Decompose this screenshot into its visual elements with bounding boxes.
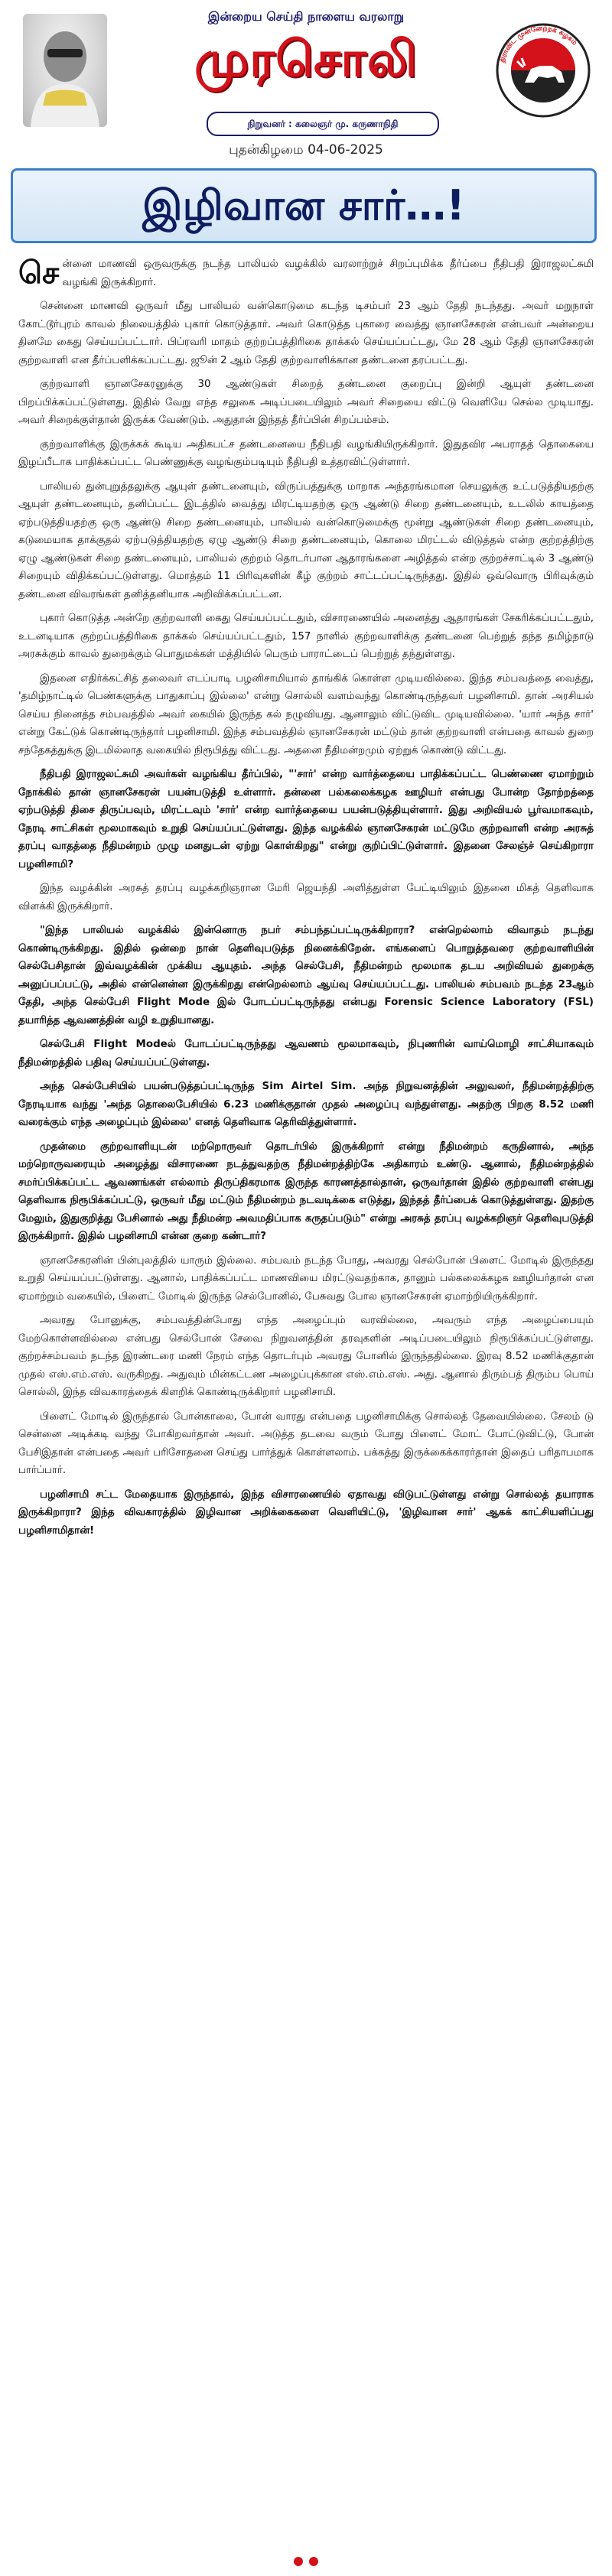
headline: இழிவான சார்…!	[142, 181, 465, 229]
article-paragraph: புகார் கொடுத்த அன்றே குற்றவாளி கைது செய்யப்பட்டதும், விசாரணையில் அனைத்து ஆதாரங்கள் சேகரிக்கப்பட்டதும், உடனடியாக குற்றப்பத்திரிகை தாக்கல் செய்யப்பட்டதும், 157 நாளில் குற்றவாளிக்கு தண்டனை பெற்றுத் தந்த தமிழ்நாடு அரசுக்கும் காவல் துறைக்கும் பொதுமக்கள் மத்தியில் பெரும் பாராட்டைப் பெற்றுத் தந்துள்ளது.	[18, 613, 594, 660]
article-body	[18, 255, 594, 1546]
article-paragraph: சென்னை மாணவி ஒருவருக்கு நடந்த பாலியல் வழக்கில் வரலாற்றுச் சிறப்புமிக்க தீர்ப்பை நீதிபதி இராஜலட்சுமி வழங்கி இருக்கிறார்.	[18, 255, 594, 291]
emblem-ring-text: திராவிட முன்னேற்றக் கழகம்	[499, 24, 578, 64]
article-paragraph: குற்றவாளி ஞானசேகரனுக்கு 30 ஆண்டுகள் சிறைத் தண்டனை குறைப்பு இன்றி ஆயுள் தண்டனை பிறப்பிக்கப்பட்டுள்ளது. இதில் வேறு எந்த சலுகை அடிப்படையிலும் அவர் சிறையை விட்டு வெளியே செல்ல முடியாது. அவர் சிறைக்குள்தான் இருக்க வேண்டும். அதுதான் இந்தத் தீர்ப்பின் சிறப்பம்சம்.	[18, 379, 594, 426]
dateline: புதன்கிழமை 04-06-2025	[229, 142, 383, 158]
party-emblem	[494, 21, 592, 119]
article-paragraph: குற்றவாளிக்கு இருக்கக் கூடிய அதிகபட்ச தண்டனையை நீதிபதி வழங்கியிருக்கிறார். இதுதவிர அபராதத் தொகையை இழப்பீடாக பாதிக்கப்பட்ட பெண்ணுக்கு வழங்கும்படியும் நீதிபதி உத்தரவிட்டுள்ளார்.	[18, 438, 594, 468]
end-dot	[309, 2557, 318, 2566]
article-paragraph: ஞானசேகரனின் பின்புலத்தில் யாரும் இல்லை. சம்பவம் நடந்த போது, அவரது செல்போன் பிளைட் மோடில் இருந்தது உறுதி செய்யப்பட்டுள்ளது. ஆனால், பாதிக்கப்பட்ட மாணவியை மிரட்டுவதற்காக, தானும் பல்கலைக்கழக ஊழியர்தான் என ஏமாற்றும் வகையில், பிளைட் மோடில் இருந்த செல்போனில், பேசுவது போல ஞானசேகரன் ஏமாற்றியிருக்கிறார்.	[18, 1254, 594, 1303]
article-paragraph: பிளைட் மோடில் இருந்தால் போன்காலை, போன் வாரது என்பதை பழனிசாமிக்கு சொல்லத் தேவையில்லை. சேலம் டு சென்னை அடிக்கடி வந்து போகிறவர்தான் அவர். அடுத்த தடவை வரும் போது பிளைட் மோட் போட்டுவிட்டு, போன் பேசிஇதான் என்பதை அவர் பரிசோதனை செய்து பார்த்துக் கொள்ளலாம். பக்கத்து இருக்கைக்காரர்தான் இதைப் பரிதாபமாக பார்ப்பார்.	[18, 1410, 594, 1476]
article-paragraph: அவரது போனுக்கு, சம்பவத்தின்போது எந்த அழைப்பும் வரவில்லை, அவரும் எந்த அழைப்பையும் மேற்கொள்ளவில்லை என்பது செல்போன் சேவை நிறுவனத்தின் தரவுகளின் அடிப்படையிலும் நிரூபிக்கப்பட்டுள்ளது. குற்றச்சம்பவம் நடந்த இரண்டரை மணி நேரம் எந்த தொடர்பும் அவரது போனில் இருந்ததில்லை. இரவு 8.52 மணிக்குதான் முதல் எஸ்.எம்.எஸ். வருகிறது. அதுவும் மின்கட்டண அழைப்புக்கான எஸ்.எம்.எஸ். அது. ஆனால் திரும்பத் திரும்ப பொய் சொல்லி, இந்த விவகாரத்தைக் கிளறிக் கொண்டிருக்கிறார் பழனிசாமி.	[18, 1315, 594, 1398]
masthead	[0, 0, 612, 159]
article-paragraph: சென்னை மாணவி ஒருவர் மீது பாலியல் வன்கொடுமை கடந்த டிசம்பர் 23 ஆம் தேதி நடந்தது. அவர் மறுநாள் கோட்டூர்புரம் காவல் நிலையத்தில் புகார் கொடுத்தார். அவர் கொடுத்த புகாரை வைத்து ஞானசேகரன் என்பவர் அன்றைய தினமே கைது செய்யப்பட்டார். பிப்ரவரி மாதம் குற்றப்பத்திரிகை தாக்கல் செய்யப்பட்டது, மே 28 ஆம் தேதி ஞானசேகரன் குற்றவாளி என தீர்ப்பளிக்கப்பட்டது. ஜூன் 2 ஆம் தேதி குற்றவாளிக்கான தண்டனை தரப்பட்டது.	[18, 301, 594, 366]
article-paragraph: பழனிசாமி சட்ட மேதையாக இருந்தால், இந்த விசாரணையில் ஏதாவது விடுபட்டுள்ளது என்று சொல்லத் தயாராக இருக்கிறாரா? இந்த விவகாரத்தில் இழிவான அறிக்கைகளை வெளியிட்டு, 'இழிவான சார்' ஆகக் காட்சியளிப்பது பழனிசாமிதான்!	[18, 1488, 594, 1537]
article-paragraph: பாலியல் துன்புறுத்தலுக்கு ஆயுள் தண்டனையும், விருப்பத்துக்கு மாறாக அந்தரங்கமான செயலுக்கு உட்படுத்தியதற்கு ஆயுள் தண்டனையும், தனிப்பட்ட இடத்தில் வைத்து மிரட்டியதற்கு ஒரு ஆண்டு சிறை தண்டனையும், உடலில் காயத்தை ஏற்படுத்தியதற்கு ஒரு ஆண்டு சிறை தண்டனையும், பாலியல் வன்கொடுமைக்கு மூன்று ஆண்டுகள் சிறை தண்டனையும், கடுமையாக தாக்குதல் ஏற்படுத்தியதற்கு ஏழு ஆண்டு சிறை தண்டனையும், கொலை மிரட்டல் விடுத்தல் என்ற குற்றத்திற்கு ஏழு ஆண்டுகள் சிறை தண்டனையும், பாலியல் குற்றம் தொடர்பான ஆதாரங்களை அழித்தல் என்ற குற்றச்சாட்டில் 3 ஆண்டு சிறையும் விதிக்கப்பட்டுள்ளது. மொத்தம் 11 பிரிவுகளின் கீழ் குற்றம் சாட்டப்பட்டிருந்தது. இதில் ஒவ்வொரு பிரிவுக்கும் தண்டனை விவரங்கள் தனித்தனியாக அறிவிக்கப்பட்டன.	[18, 480, 594, 600]
article-paragraph: "இந்த பாலியல் வழக்கில் இன்னொரு நபர் சம்பந்தப்பட்டிருக்கிறாரா? என்றெல்லாம் விவாதம் நடந்து கொண்டிருக்கிறது. இதில் ஒன்றை நான் தெளிவுபடுத்த நினைக்கிறேன். எங்களைப் பொறுத்தவரை குற்றவாளியின் செல்பேசிதான் இவ்வழக்கின் முக்கிய ஆயுதம். அந்த செல்பேசி, நீதிமன்றம் மூலமாக தடய அறிவியல் துறைக்கு அனுப்பப்பட்டு, அதில் என்னென்ன இருக்கிறது என்றெல்லாம் ஆய்வு செய்யப்பட்டது. பாலியல் சம்பவம் நடந்த 23ஆம் தேதி, அந்த செல்பேசி Flight Mode இல் போடப்பட்டிருந்தது என்பது Forensic Science Laboratory (FSL) தயாரித்த ஆவணத்தின் வழி உறுதியானது.	[18, 925, 594, 1026]
end-marker	[0, 2555, 612, 2569]
end-dot	[294, 2557, 303, 2566]
headline-box	[11, 168, 597, 243]
article-paragraph: செல்பேசி Flight Modeல் போடப்பட்டிருந்தது ஆவணம் மூலமாகவும், நிபுணரின் வாய்மொழி சாட்சியாகவும் நீதிமன்றத்தில் பதிவு செய்யப்பட்டுள்ளது.	[18, 1039, 594, 1068]
article-paragraph: இந்த வழக்கின் அரசுத் தரப்பு வழக்கறிஞரான மேரி ஜெயந்தி அளித்துள்ள பேட்டியிலும் இதனை மிகத் தெளிவாக விளக்கி இருக்கிறார்.	[18, 883, 594, 912]
founder-line: நிறுவனர் : கலைஞர் மு. கருணாநிதி	[207, 112, 439, 136]
masthead-tagline: இன்றைய செய்தி நாளைய வரலாறு	[207, 9, 405, 24]
article-paragraph: முதன்மை குற்றவாளியுடன் மற்றொருவர் தொடர்பில் இருக்கிறார் என்று நீதிமன்றம் கருதினால், அந்த மற்றொருவரையும் அழைத்து விசாரணை நடத்துவதற்கு நீதிமன்றத்திற்கே அதிகாரம் உண்டு. ஆனால், நீதிமன்றத்தில் சமர்ப்பிக்கப்பட்ட ஆவணங்கள் எல்லாம் திருப்திகரமாக இருந்த காரணத்தால்தான், ஒருவர்தான் இதில் குற்றவாளி என்பது தெளிவாக நிரூபிக்கப்பட்டு, ஒருவர் மீது மட்டும் நீதிமன்றம் நடவடிக்கை எடுத்து, இந்தத் தீர்ப்பைக் கொடுத்துள்ளது. இதற்கு மேலும், இதுகுறித்து பேசினால் அது நீதிமன்ற அவமதிப்பாக கருதப்படும்" என்று அரசுத் தரப்பு வழக்கறிஞர் தெளிவுபடுத்தி இருக்கிறார். இதில் பழனிசாமி என்ன குறை கண்டார்?	[18, 1140, 594, 1242]
article-paragraph: நீதிபதி இராஜலட்சுமி அவர்கள் வழங்கிய தீர்ப்பில், "'சார்' என்ற வார்த்தையை பாதிக்கப்பட்ட பெண்ணை ஏமாற்றும் நோக்கில் தான் ஞானசேகரன் பயன்படுத்தி உள்ளார். தன்னை பல்கலைக்கழக ஊழியர் என்பது போன்ற தோற்றத்தை ஏற்படுத்தி திசை திருப்பவும், மிரட்டவும் 'சார்' என்ற வார்த்தையை பயன்படுத்தியுள்ளார். இது அறிவியல் பூர்வமாகவும், நேரடி சாட்சிகள் மூலமாகவும் உறுதி செய்யப்பட்டுள்ளது. இந்த வழக்கில் ஞானசேகரன் மட்டுமே குற்றவாளி என்ற அரசுத் தரப்பு வாதத்தை நீதிமன்றம் முழு மனதுடன் ஏற்று கொள்கிறது" என்று குறிப்பிட்டுள்ளார். இதனை சேலஞ்ச் செய்கிறாரா பழனிசாமி?	[18, 769, 594, 870]
article-paragraph: இதனை எதிர்க்கட்சித் தலைவர் எடப்பாடி பழனிசாமியால் தாங்கிக் கொள்ள முடியவில்லை. இந்த சம்பவத்தை வைத்து, 'தமிழ்நாட்டில் பெண்களுக்கு பாதுகாப்பு இல்லை' என்று சொல்லி வளம்வந்து கொண்டிருந்தவர் பழனிசாமி. தான் அரசியல் செய்ய நினைத்த சம்பவத்தில் அவர் கையில் இருந்த கல் நழுவியது. ஆனாலும் விட்டுவிட முடியவில்லை. 'யார் அந்த சார்' என்று கேட்டுக் கொண்டிருந்தார் பழனிசாமி. இந்த சம்பவத்தில் ஞானசேகரன் மட்டும் தான் குற்றவாளி என்பதை காவல் துறை சந்தேகத்துக்கு இடமில்லாத வகையில் நிரூபித்து விட்டது. அதனை நீதிமன்றமும் ஏற்றுக் கொண்டு விட்டது.	[18, 672, 594, 756]
article-paragraph: அந்த செல்பேசியில் பயன்படுத்தப்பட்டிருந்த Sim Airtel Sim. அந்த நிறுவனத்தின் அலுவலர், நீதிமன்றத்திற்கு நேரடியாக வந்து 'அந்த தொலைபேசியில் 6.23 மணிக்குதான் முதல் அழைப்பு வந்துள்ளது. அதற்கு பிறகு 8.52 மணி வரைக்கும் எந்த அழைப்பும் இல்லை' எனத் தெளிவாக தெரிவித்துள்ளார்.	[18, 1081, 594, 1128]
dropcap: செ	[18, 255, 60, 291]
founder-portrait	[23, 14, 107, 127]
newspaper-brand-logo: முரசொலி	[194, 31, 418, 88]
